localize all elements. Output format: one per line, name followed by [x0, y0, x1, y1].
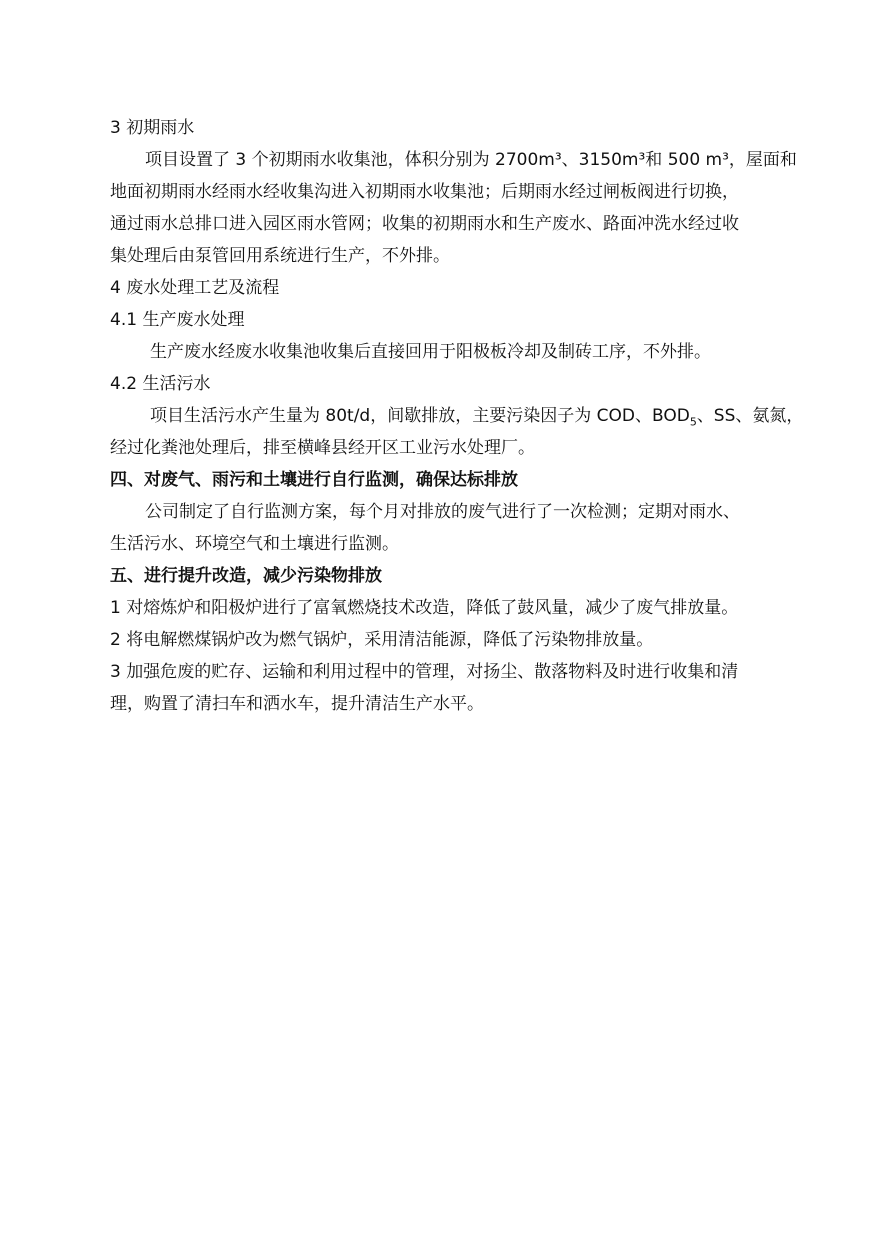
heading-5-item-2: 2 将电解燃煤锅炉改为燃气锅炉，采用清洁能源，降低了污染物排放量。	[110, 630, 654, 650]
section-3-paragraph-line-2: 地面初期雨水经雨水经收集沟进入初期雨水收集池；后期雨水经过闸板阀进行切换，	[110, 182, 739, 202]
section-3-title: 3 初期雨水	[110, 118, 195, 138]
heading-5: 五、进行提升改造，减少污染物排放	[110, 566, 382, 586]
section-4-2-title: 4.2 生活污水	[110, 374, 211, 394]
section-3-paragraph-line-4: 集处理后由泵管回用系统进行生产，不外排。	[110, 246, 450, 266]
section-4-2-subscript: 5	[689, 415, 697, 429]
document-body	[110, 112, 804, 720]
heading-4-paragraph-line-1: 公司制定了自行监测方案，每个月对排放的废气进行了一次检测；定期对雨水、	[145, 502, 740, 522]
section-4-2-paragraph-line-1	[110, 400, 804, 432]
section-3-paragraph-line-1: 项目设置了 3 个初期雨水收集池，体积分别为 2700m³、3150m³和 500 m³，屋面和	[145, 150, 797, 170]
section-3-paragraph-line-3: 通过雨水总排口进入园区雨水管网；收集的初期雨水和生产废水、路面冲洗水经过收	[110, 214, 739, 234]
heading-4: 四、对废气、雨污和土壤进行自行监测，确保达标排放	[110, 470, 518, 490]
heading-5-item-3-line-2: 理，购置了清扫车和洒水车，提升清洁生产水平。	[110, 694, 484, 714]
section-4-2-paragraph-line-2: 经过化粪池处理后，排至横峰县经开区工业污水处理厂。	[110, 438, 535, 458]
section-4-title: 4 废水处理工艺及流程	[110, 278, 280, 298]
heading-5-item-3-line-1: 3 加强危废的贮存、运输和利用过程中的管理，对扬尘、散落物料及时进行收集和清	[110, 662, 739, 682]
section-4-1-title: 4.1 生产废水处理	[110, 310, 245, 330]
section-4-2-text-a: 项目生活污水产生量为 80t/d，间歇排放，主要污染因子为 COD、BOD	[150, 406, 690, 426]
section-4-1-paragraph: 生产废水经废水收集池收集后直接回用于阳极板冷却及制砖工序，不外排。	[150, 342, 711, 362]
section-4-2-text-b: 、SS、氨氮，	[696, 406, 804, 426]
heading-4-paragraph-line-2: 生活污水、环境空气和土壤进行监测。	[110, 534, 399, 554]
heading-5-item-1: 1 对熔炼炉和阳极炉进行了富氧燃烧技术改造，降低了鼓风量，减少了废气排放量。	[110, 598, 739, 618]
